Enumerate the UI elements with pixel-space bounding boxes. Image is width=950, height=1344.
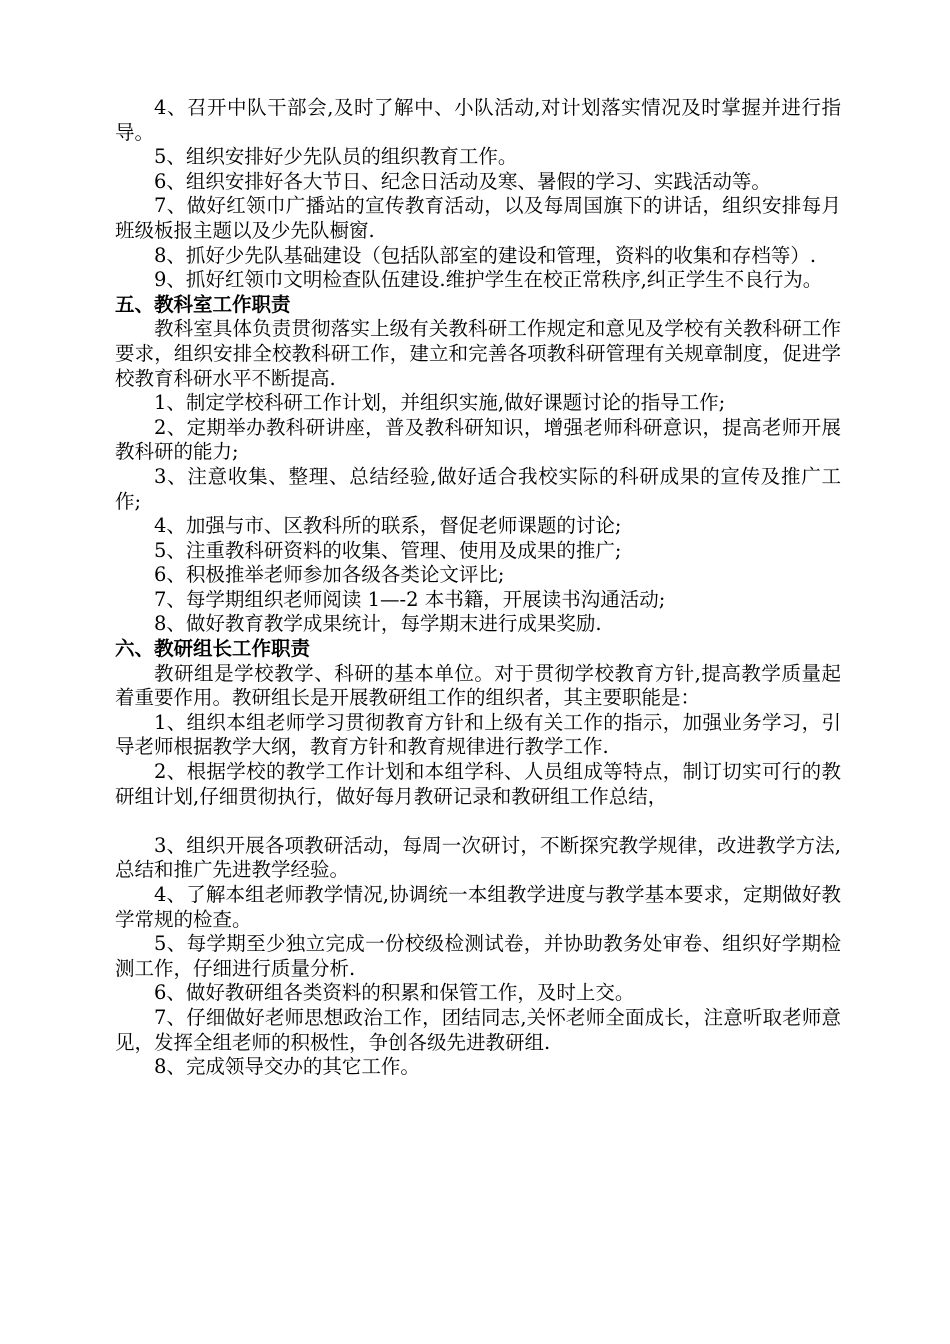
paragraph: 6、组织安排好各大节日、纪念日活动及寒、暑假的学习、实践活动等。 — [154, 169, 771, 193]
section-heading: 六、教研组长工作职责 — [115, 637, 311, 661]
paragraph: 4、召开中队干部会,及时了解中、小队活动,对计划落实情况及时掌握并进行指导。 — [115, 96, 841, 144]
list-item: 2、根据学校的教学工作计划和本组学科、人员组成等特点，制订切实可行的教研组计划,仔细贯彻执行，做好每月教研记录和教研组工作总结， — [115, 760, 841, 808]
paragraph: 7、做好红领巾广播站的宣传教育活动，以及每周国旗下的讲话，组织安排每月班级板报主题以及少先队橱窗. — [115, 194, 841, 242]
paragraph: 8、抓好少先队基础建设（包括队部室的建设和管理，资料的收集和存档等）. — [154, 243, 817, 267]
section-intro: 教研组是学校教学、科研的基本单位。对于贯彻学校教育方针,提高教学质量起着重要作用。教研组长是开展教研组工作的组织者，其主要职能是： — [115, 661, 841, 710]
document-page — [115, 96, 841, 1080]
list-item: 8、完成领导交办的其它工作。 — [154, 1055, 420, 1079]
list-item: 3、注意收集、整理、总结经验,做好适合我校实际的科研成果的宣传及推广工作; — [115, 464, 841, 513]
list-item: 6、积极推举老师参加各级各类论文评比; — [154, 563, 505, 587]
list-item: 7、仔细做好老师思想政治工作，团结同志,关怀老师全面成长，注意听取老师意见，发挥全组老师的积极性，争创各级先进教研组. — [115, 1005, 841, 1054]
list-item: 1、组织本组老师学习贯彻教育方针和上级有关工作的指示，加强业务学习，引导老师根据教学大纲，教育方针和教育规律进行教学工作. — [115, 710, 841, 759]
list-item: 6、做好教研组各类资料的积累和保管工作，及时上交。 — [154, 981, 635, 1005]
section-heading: 五、教科室工作职责 — [115, 292, 291, 316]
paragraph: 9、抓好红领巾文明检查队伍建设.维护学生在校正常秩序,纠正学生不良行为。 — [154, 268, 823, 292]
paragraph: 5、组织安排好少先队员的组织教育工作。 — [154, 145, 518, 169]
list-item: 8、做好教育教学成果统计，每学期末进行成果奖励. — [154, 612, 602, 636]
list-item: 3、组织开展各项教研活动，每周一次研讨，不断探究教学规律，改进教学方法,总结和推广先进教学经验。 — [115, 833, 841, 882]
list-item: 5、注重教科研资料的收集、管理、使用及成果的推广; — [154, 538, 622, 562]
list-item: 2、定期举办教科研讲座，普及教科研知识，增强老师科研意识，提高老师开展教科研的能力; — [115, 415, 841, 464]
list-item: 1、制定学校科研工作计划，并组织实施,做好课题讨论的指导工作; — [154, 391, 726, 415]
blank-line — [115, 809, 841, 834]
list-item: 4、加强与市、区教科所的联系，督促老师课题的讨论; — [154, 514, 622, 538]
list-item: 4、了解本组老师教学情况,协调统一本组教学进度与教学基本要求，定期做好教学常规的检查。 — [115, 883, 841, 931]
section-intro: 教科室具体负责贯彻落实上级有关教科研工作规定和意见及学校有关教科研工作要求，组织安排全校教科研工作，建立和完善各项教科研管理有关规章制度，促进学校教育科研水平不断提高. — [115, 317, 841, 390]
list-item: 7、每学期组织老师阅读 1—-2 本书籍，开展读书沟通活动; — [154, 587, 666, 611]
list-item: 5、每学期至少独立完成一份校级检测试卷，并协助教务处审卷、组织好学期检测工作，仔细进行质量分析. — [115, 932, 841, 980]
